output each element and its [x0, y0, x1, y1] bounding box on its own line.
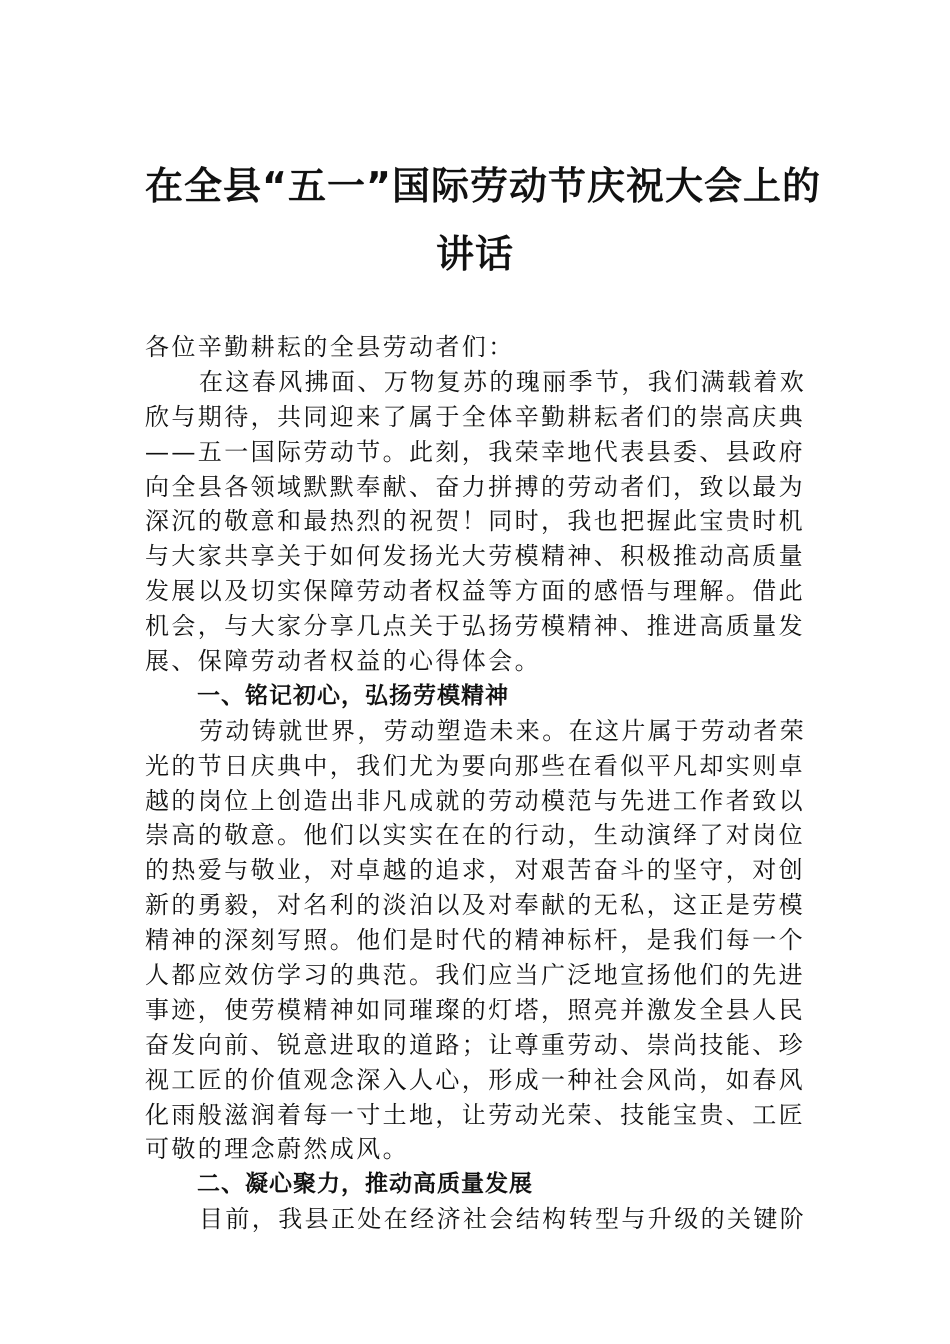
- intro-line: ——五一国际劳动节。此刻，我荣幸地代表县委、县政府: [145, 437, 805, 466]
- intro-line: 深沉的敬意和最热烈的祝贺！同时，我也把握此宝贵时机: [145, 507, 805, 536]
- section-1-line: 劳动铸就世界，劳动塑造未来。在这片属于劳动者荣: [199, 716, 807, 745]
- section-1-line: 的热爱与敬业，对卓越的追求，对艰苦奋斗的坚守，对创: [145, 856, 805, 885]
- section-1-line: 新的勇毅，对名利的淡泊以及对奉献的无私，这正是劳模: [145, 891, 805, 920]
- intro-line: 向全县各领域默默奉献、奋力拼搏的劳动者们，致以最为: [145, 472, 805, 501]
- section-2-line: 目前，我县正处在经济社会结构转型与升级的关键阶: [199, 1205, 807, 1234]
- document-title-line-1: 在全县“五一”国际劳动节庆祝大会上的: [145, 164, 821, 208]
- intro-line: 与大家共享关于如何发扬光大劳模精神、积极推动高质量: [145, 542, 805, 571]
- document-body: [145, 330, 805, 1237]
- section-1-line: 视工匠的价值观念深入人心，形成一种社会风尚，如春风: [145, 1065, 805, 1094]
- intro-line: 发展以及切实保障劳动者权益等方面的感悟与理解。借此: [145, 577, 805, 606]
- section-1-line: 精神的深刻写照。他们是时代的精神标杆，是我们每一个: [145, 926, 805, 955]
- document-title-line-2: 讲话: [435, 232, 514, 276]
- intro-line: 在这春风拂面、万物复苏的瑰丽季节，我们满载着欢: [199, 367, 807, 396]
- section-2-heading: 二、凝心聚力，推动高质量发展: [197, 1171, 533, 1198]
- section-1-line: 人都应效仿学习的典范。我们应当广泛地宣扬他们的先进: [145, 961, 805, 990]
- section-1-line: 化雨般滋润着每一寸土地，让劳动光荣、技能宝贵、工匠: [145, 1100, 805, 1129]
- intro-line: 展、保障劳动者权益的心得体会。: [145, 647, 541, 676]
- intro-line: 欣与期待，共同迎来了属于全体辛勤耕耘者们的崇高庆典: [145, 402, 805, 431]
- section-1-heading: 一、铭记初心，弘扬劳模精神: [197, 682, 509, 709]
- salutation: 各位辛勤耕耘的全县劳动者们：: [145, 333, 515, 361]
- section-1-line: 崇高的敬意。他们以实实在在的行动，生动演绎了对岗位: [145, 821, 805, 850]
- section-1-line: 可敬的理念蔚然成风。: [145, 1135, 409, 1164]
- intro-line: 机会，与大家分享几点关于弘扬劳模精神、推进高质量发: [145, 612, 805, 641]
- section-1-line: 光的节日庆典中，我们尤为要向那些在看似平凡却实则卓: [145, 751, 805, 780]
- section-1-line: 事迹，使劳模精神如同璀璨的灯塔，照亮并激发全县人民: [145, 995, 805, 1024]
- section-1-line: 奋发向前、锐意进取的道路；让尊重劳动、崇尚技能、珍: [145, 1030, 805, 1059]
- section-1-line: 越的岗位上创造出非凡成就的劳动模范与先进工作者致以: [145, 786, 805, 815]
